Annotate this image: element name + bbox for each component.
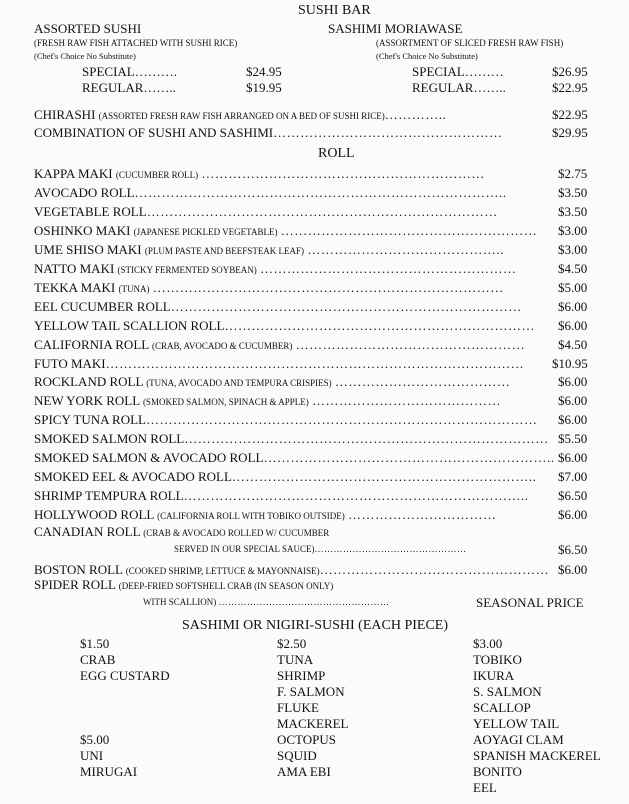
roll-leader: ………………………………………………… — [280, 223, 538, 238]
chirashi-leader: ………….. — [384, 107, 447, 122]
roll-row — [34, 357, 524, 370]
roll-leader: …………………………………………… — [295, 337, 526, 352]
roll-name: KAPPA MAKI — [34, 166, 113, 181]
roll-price: $6.00 — [558, 393, 588, 408]
roll-desc: (CRAB, AVOCADO & CUCUMBER) — [151, 341, 293, 351]
roll-leader: …………………………………… — [311, 393, 501, 408]
moriawase-regular-price: $22.95 — [552, 80, 588, 95]
roll-price: $10.95 — [552, 356, 588, 371]
roll-name: SMOKED SALMON & AVOCADO ROLL — [34, 450, 264, 465]
roll-price: $5.50 — [558, 431, 588, 446]
nigiri-item: S. SALMON — [473, 684, 542, 699]
roll-name: SMOKED SALMON ROLL — [34, 431, 185, 446]
sashimi-moriawase-desc: (ASSORTMENT OF SLICED FRESH RAW FISH) — [376, 38, 564, 48]
boston-roll-name: BOSTON ROLL — [34, 562, 123, 577]
chirashi-line — [34, 108, 446, 121]
roll-name: CALIFORNIA ROLL — [34, 337, 149, 352]
assorted-regular-label: REGULAR…….. — [82, 80, 176, 95]
roll-name: HOLLYWOOD ROLL — [34, 507, 154, 522]
roll-name: VEGETABLE ROLL — [34, 204, 147, 219]
roll-leader: ………………………………… — [334, 374, 511, 389]
roll-row — [34, 451, 554, 464]
combination-line — [34, 126, 503, 139]
assorted-sushi-desc: (FRESH RAW FISH ATTACHED WITH SUSHI RICE) — [34, 38, 238, 48]
roll-name: UME SHISO MAKI — [34, 242, 142, 257]
nigiri-item: MIRUGAI — [80, 764, 138, 779]
nigiri-item: MACKEREL — [277, 716, 349, 731]
roll-row — [34, 470, 536, 483]
moriawase-special-price: $26.95 — [552, 64, 588, 79]
roll-price: $3.50 — [558, 185, 588, 200]
roll-desc: (SMOKED SALMON, SPINACH & APPLE) — [142, 397, 309, 407]
roll-price: $3.50 — [558, 204, 588, 219]
roll-leader: …………………………………………………………………… — [152, 280, 504, 295]
roll-leader: ……………………………………………………….. — [263, 450, 555, 465]
assorted-special-price: $24.95 — [246, 64, 282, 79]
nigiri-item: SHRIMP — [277, 668, 326, 683]
roll-name: TEKKA MAKI — [34, 280, 116, 295]
roll-leader: ………………………………………………………………….. — [183, 488, 529, 503]
spider-roll-line1 — [34, 578, 333, 591]
assorted-special-label: SPECIAL………. — [82, 64, 177, 79]
roll-row — [34, 375, 510, 388]
nigiri-price-tier: $1.50 — [80, 636, 110, 651]
roll-row — [34, 413, 537, 426]
roll-price: $6.00 — [558, 299, 588, 314]
roll-name: SHRIMP TEMPURA ROLL — [34, 488, 184, 503]
roll-leader: ……………………………………………………………………….. — [134, 185, 507, 200]
roll-row — [34, 281, 504, 294]
nigiri-price-tier: $2.50 — [277, 636, 307, 651]
boston-roll-line — [34, 563, 549, 576]
roll-row — [34, 300, 522, 313]
roll-desc: (PLUM PASTE AND BEEFSTEAK LEAF) — [144, 246, 305, 256]
roll-name: NATTO MAKI — [34, 261, 115, 276]
roll-price: $5.00 — [558, 280, 588, 295]
nigiri-item: AMA EBI — [277, 764, 331, 779]
roll-price: $6.50 — [558, 488, 588, 503]
heading-roll: ROLL — [318, 146, 355, 161]
moriawase-special-label: SPECIAL……… — [412, 64, 504, 79]
nigiri-item: SCALLOP — [473, 700, 531, 715]
roll-name: EEL CUCUMBER ROLL — [34, 299, 171, 314]
roll-name: OSHINKO MAKI — [34, 223, 131, 238]
roll-name: SPICY TUNA ROLL — [34, 412, 146, 427]
nigiri-item: UNI — [80, 748, 104, 763]
roll-row — [34, 394, 501, 407]
nigiri-item: FLUKE — [277, 700, 319, 715]
roll-row — [34, 205, 498, 218]
spider-roll-line2 — [143, 598, 390, 607]
spider-roll-price: SEASONAL PRICE — [476, 595, 584, 610]
roll-price: $6.00 — [558, 318, 588, 333]
chirashi-price: $22.95 — [552, 107, 588, 122]
chirashi-desc: (ASSORTED FRESH RAW FISH ARRANGED ON A BED OF SUSHI RICE) — [98, 111, 385, 121]
nigiri-price-tier: $5.00 — [80, 732, 110, 747]
roll-leader: …………………………… — [348, 507, 497, 522]
nigiri-item: CRAB — [80, 652, 116, 667]
roll-price: $6.00 — [558, 450, 588, 465]
boston-roll-desc: (COOKED SHRIMP, LETTUCE & MAYONNAISE) — [125, 566, 320, 576]
nigiri-item: IKURA — [473, 668, 515, 683]
combination-leader: …………………………………………… — [273, 125, 503, 140]
roll-row — [34, 319, 535, 332]
sashimi-moriawase-title: SASHIMI MORIAWASE — [328, 21, 463, 36]
roll-desc: (STICKY FERMENTED SOYBEAN) — [117, 265, 257, 275]
roll-desc: (TUNA) — [118, 284, 150, 294]
assorted-regular-price: $19.95 — [246, 80, 282, 95]
roll-price: $6.00 — [558, 507, 588, 522]
canadian-roll-name: CANADIAN ROLL — [34, 524, 141, 539]
roll-name: NEW YORK ROLL — [34, 393, 140, 408]
roll-row — [34, 167, 485, 180]
chirashi-name: CHIRASHI — [34, 107, 96, 122]
nigiri-item: OCTOPUS — [277, 732, 337, 747]
combination-name: COMBINATION OF SUSHI AND SASHIMI — [34, 125, 274, 140]
roll-name: AVOCADO ROLL — [34, 185, 135, 200]
spider-roll-leader: ……………………………………………… — [218, 597, 390, 607]
roll-name: ROCKLAND ROLL — [34, 374, 143, 389]
canadian-roll-desc1: (CRAB & AVOCADO ROLLED W/ CUCUMBER — [143, 528, 330, 538]
roll-row — [34, 432, 549, 445]
nigiri-item: SPANISH MACKEREL — [473, 748, 601, 763]
roll-price: $4.50 — [558, 261, 588, 276]
roll-row — [34, 508, 497, 521]
roll-price: $7.00 — [558, 469, 588, 484]
nigiri-item: TOBIKO — [473, 652, 522, 667]
roll-name: SMOKED EEL & AVOCADO ROLL — [34, 469, 232, 484]
sashimi-moriawase-note: (Chef's Choice No Substitute) — [376, 51, 478, 61]
roll-price: $2.75 — [558, 166, 588, 181]
moriawase-regular-label: REGULAR…….. — [412, 80, 506, 95]
boston-roll-price: $6.00 — [558, 562, 588, 577]
roll-row — [34, 224, 537, 237]
roll-leader: ………………………………………………… — [259, 261, 517, 276]
roll-row — [34, 262, 516, 275]
combination-price: $29.95 — [552, 125, 588, 140]
assorted-sushi-note: (Chef's Choice No Substitute) — [34, 51, 136, 61]
roll-leader: …………………………………………………………… — [224, 318, 535, 333]
nigiri-item: AOYAGI CLAM — [473, 732, 564, 747]
roll-leader: ………………………………………………………………………………… — [105, 356, 525, 371]
canadian-roll-price: $6.50 — [558, 542, 588, 557]
roll-leader: …………………………………………………………………… — [146, 204, 498, 219]
roll-leader: …………………………………………………………………………… — [145, 412, 538, 427]
nigiri-item: BONITO — [473, 764, 522, 779]
roll-price: $4.50 — [558, 337, 588, 352]
roll-row — [34, 186, 507, 199]
spider-roll-name: SPIDER ROLL — [34, 577, 116, 592]
roll-name: YELLOW TAIL SCALLION ROLL — [34, 318, 225, 333]
nigiri-item: F. SALMON — [277, 684, 345, 699]
heading-sushi-bar: SUSHI BAR — [298, 3, 371, 18]
roll-leader: ……………………………………………………………………… — [184, 431, 549, 446]
canadian-roll-line1 — [34, 525, 329, 538]
roll-desc: (CALIFORNIA ROLL WITH TOBIKO OUTSIDE) — [157, 511, 345, 521]
heading-sashimi-nigiri: SASHIMI OR NIGIRI-SUSHI (EACH PIECE) — [182, 618, 448, 633]
assorted-sushi-title: ASSORTED SUSHI — [34, 21, 142, 36]
nigiri-item: YELLOW TAIL — [473, 716, 560, 731]
roll-row — [34, 489, 529, 502]
roll-desc: (JAPANESE PICKLED VEGETABLE) — [133, 227, 278, 237]
boston-roll-leader: …………………………………………… — [319, 562, 550, 577]
roll-leader: …………………………………………………………………… — [170, 299, 522, 314]
nigiri-item: SQUID — [277, 748, 317, 763]
nigiri-item: TUNA — [277, 652, 314, 667]
roll-price: $6.00 — [558, 374, 588, 389]
roll-leader: …………………………………….. — [307, 242, 504, 257]
spider-roll-desc1: (DEEP-FRIED SOFTSHELL CRAB (IN SEASON ONLY) — [118, 581, 334, 591]
nigiri-item: EEL — [473, 780, 497, 795]
roll-name: FUTO MAKI — [34, 356, 106, 371]
roll-price: $3.00 — [558, 242, 588, 257]
canadian-roll-desc2: SERVED IN OUR SPECIAL SAUCE) — [174, 544, 315, 554]
roll-desc: (CUCUMBER ROLL) — [115, 170, 199, 180]
roll-row — [34, 338, 525, 351]
roll-leader: ………………………………………………………….. — [231, 469, 537, 484]
nigiri-item: EGG CUSTARD — [80, 668, 170, 683]
roll-row — [34, 243, 504, 256]
spider-roll-desc2: WITH SCALLION) — [143, 597, 217, 607]
canadian-roll-line2 — [174, 545, 466, 554]
roll-price: $6.00 — [558, 412, 588, 427]
roll-desc: (TUNA, AVOCADO AND TEMPURA CRISPIES) — [146, 378, 332, 388]
roll-leader: ……………………………………………………… — [201, 166, 485, 181]
nigiri-price-tier: $3.00 — [473, 636, 503, 651]
roll-price: $3.00 — [558, 223, 588, 238]
canadian-roll-leader: ………………………………………… — [314, 544, 467, 554]
